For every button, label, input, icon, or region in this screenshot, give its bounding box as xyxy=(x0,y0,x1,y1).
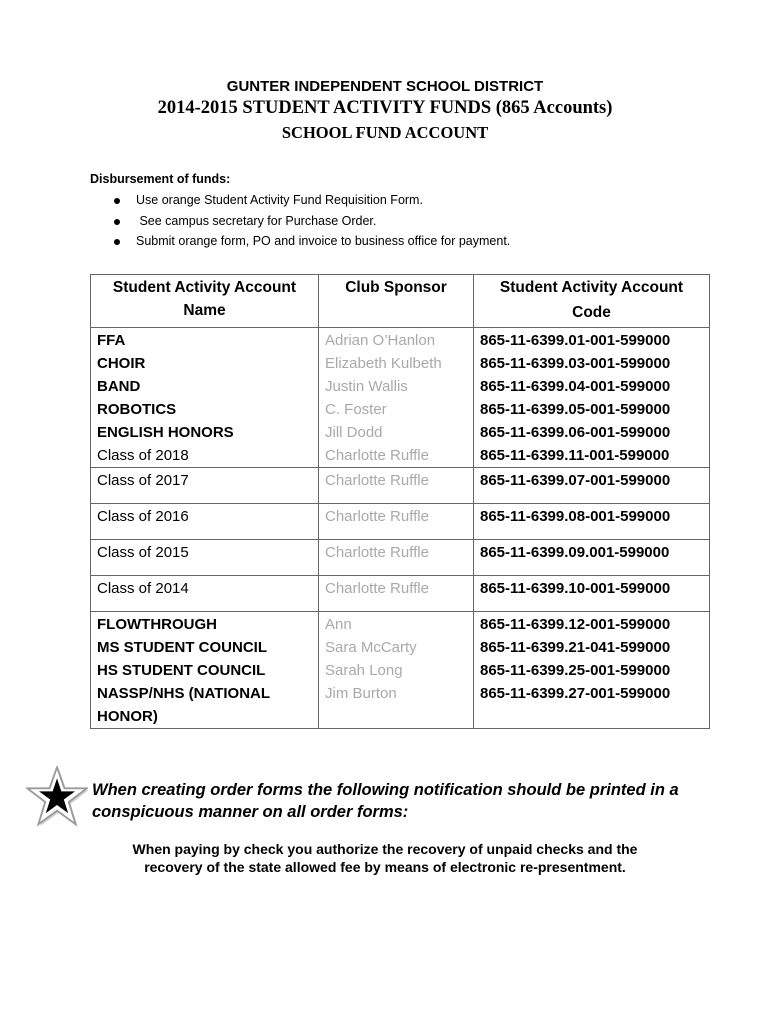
sponsor-name: Jim Burton xyxy=(325,685,397,702)
header-account-name: Student Activity Account Name xyxy=(91,275,319,328)
account-name: ROBOTICS xyxy=(97,401,177,418)
sponsor-name: Charlotte Ruffle xyxy=(319,468,474,504)
table-header-row xyxy=(91,275,710,328)
disbursement-step: Submit orange form, PO and invoice to business office for payment. xyxy=(114,233,510,254)
sponsors-cell xyxy=(319,328,474,468)
star-icon xyxy=(26,766,88,828)
account-code: 865-11-6399.21-041-599000 xyxy=(480,639,671,656)
account-code: 865-11-6399.04-001-599000 xyxy=(480,378,671,395)
sponsor-name: Jill Dodd xyxy=(325,424,383,441)
sponsor-name: Charlotte Ruffle xyxy=(325,447,429,464)
account-name: BAND xyxy=(97,378,141,395)
header-account-code: Student Activity Account Code xyxy=(474,275,710,328)
account-name: Class of 2014 xyxy=(91,576,319,612)
sponsor-name: Ann xyxy=(325,616,352,633)
account-code: 865-11-6399.08-001-599000 xyxy=(474,504,710,540)
codes-cell xyxy=(474,612,710,729)
account-name: Class of 2018 xyxy=(97,447,189,464)
sponsor-name: Justin Wallis xyxy=(325,378,408,395)
sponsor-name: Charlotte Ruffle xyxy=(319,504,474,540)
account-names-cell xyxy=(91,328,319,468)
sponsor-name: Sara McCarty xyxy=(325,639,417,656)
sponsor-name: C. Foster xyxy=(325,401,387,418)
table-row xyxy=(91,540,710,576)
document-title: 2014-2015 STUDENT ACTIVITY FUNDS (865 Accounts) xyxy=(157,98,613,118)
bullet-icon xyxy=(114,239,120,245)
account-name: ENGLISH HONORS xyxy=(97,424,234,441)
disbursement-step: See campus secretary for Purchase Order. xyxy=(114,213,510,234)
account-name: MS STUDENT COUNCIL xyxy=(97,639,267,656)
account-code: 865-11-6399.05-001-599000 xyxy=(480,401,671,418)
account-name: Class of 2017 xyxy=(91,468,319,504)
table-row xyxy=(91,576,710,612)
account-name: FFA xyxy=(97,332,126,349)
account-code: 865-11-6399.09.001-599000 xyxy=(474,540,710,576)
account-code: 865-11-6399.11-001-599000 xyxy=(480,447,670,464)
table-row-group-councils xyxy=(91,612,710,729)
document-subtitle: SCHOOL FUND ACCOUNT xyxy=(281,123,489,142)
order-form-notice: When creating order forms the following notification should be printed in a conspicuous manner on all order forms: xyxy=(92,781,679,821)
sponsor-name: Charlotte Ruffle xyxy=(319,540,474,576)
disbursement-heading: Disbursement of funds: xyxy=(90,172,231,186)
disbursement-steps xyxy=(114,192,510,254)
table-row xyxy=(91,504,710,540)
account-code: 865-11-6399.07-001-599000 xyxy=(474,468,710,504)
account-code: 865-11-6399.27-001-599000 xyxy=(480,685,671,702)
account-names-cell xyxy=(91,612,319,729)
table-row xyxy=(91,468,710,504)
sponsors-cell xyxy=(319,612,474,729)
sponsor-name: Sarah Long xyxy=(325,662,403,679)
account-name: Class of 2016 xyxy=(91,504,319,540)
district-name: GUNTER INDEPENDENT SCHOOL DISTRICT xyxy=(226,78,544,95)
sponsor-name: Elizabeth Kulbeth xyxy=(325,355,442,372)
header-club-sponsor: Club Sponsor xyxy=(319,275,474,328)
account-code: 865-11-6399.06-001-599000 xyxy=(480,424,671,441)
codes-cell xyxy=(474,328,710,468)
account-code: 865-11-6399.01-001-599000 xyxy=(480,332,671,349)
bullet-icon xyxy=(114,219,120,225)
bullet-icon xyxy=(114,198,120,204)
account-code: 865-11-6399.12-001-599000 xyxy=(480,616,671,633)
account-code: 865-11-6399.25-001-599000 xyxy=(480,662,671,679)
account-name: HS STUDENT COUNCIL xyxy=(97,662,266,679)
account-name: CHOIR xyxy=(97,355,146,372)
account-name: HONOR) xyxy=(97,708,158,725)
account-name: FLOWTHROUGH xyxy=(97,616,217,633)
sponsor-name: Charlotte Ruffle xyxy=(319,576,474,612)
disbursement-step: Use orange Student Activity Fund Requisition Form. xyxy=(114,192,510,213)
account-code: 865-11-6399.10-001-599000 xyxy=(474,576,710,612)
sponsor-name: Adrian O’Hanlon xyxy=(325,332,436,349)
table-row-group-clubs xyxy=(91,328,710,468)
account-name: Class of 2015 xyxy=(91,540,319,576)
activity-accounts-table xyxy=(90,274,710,729)
check-authorization-text: When paying by check you authorize the recovery of unpaid checks and the recovery of the state allowed fee by means of electronic re-presentment. xyxy=(132,841,638,875)
account-code: 865-11-6399.03-001-599000 xyxy=(480,355,671,372)
account-name: NASSP/NHS (NATIONAL xyxy=(97,685,271,702)
